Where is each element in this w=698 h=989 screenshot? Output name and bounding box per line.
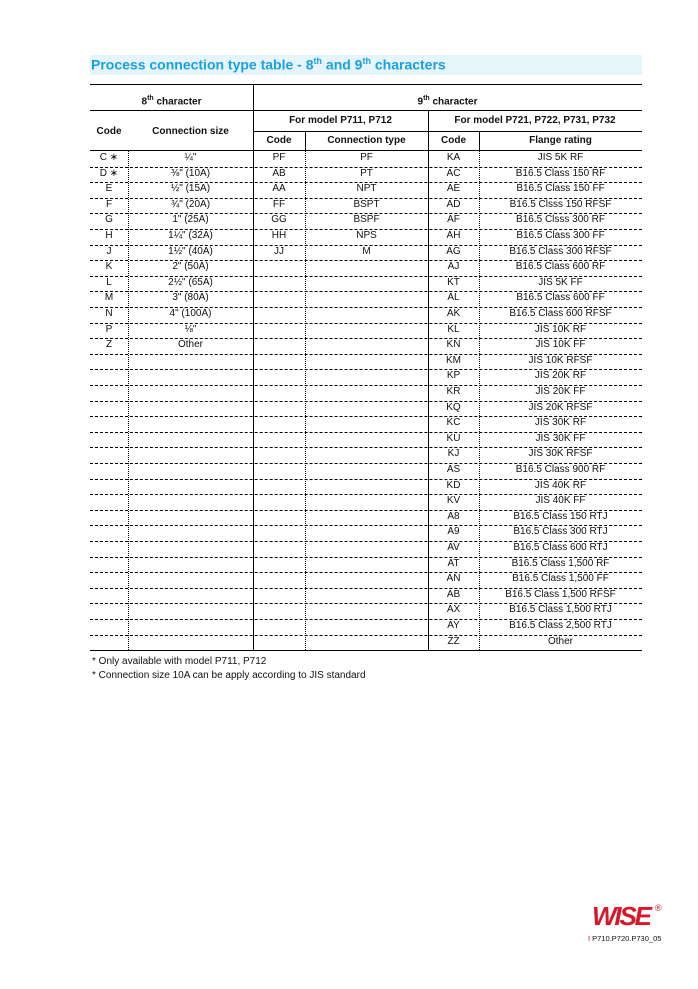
header-rule-3: [90, 150, 642, 151]
ninth-character-header: 9th character: [417, 95, 478, 108]
code-b-header: Code: [266, 135, 292, 146]
column-divider-header-c: [479, 131, 480, 150]
row-code-c: AT: [447, 557, 460, 569]
row-flange-rating: B16.5 Class 150 FF: [516, 183, 605, 195]
row-code-b: FF: [272, 198, 286, 210]
connection-size-header: Connection size: [152, 126, 229, 137]
footnote-1: * Only available with model P711, P712: [92, 656, 267, 667]
row-code-b: AA: [272, 183, 286, 195]
row-code-c: KU: [446, 432, 461, 444]
row-flange-rating: B16.5 Class 600 RFSF: [509, 308, 612, 319]
row-code-c: AN: [446, 573, 461, 585]
row-connection-size: ⅛": [184, 323, 197, 335]
row-flange-rating: Other: [547, 635, 573, 647]
row-code-c: ZZ: [447, 635, 460, 647]
row-code-c: KJ: [447, 448, 460, 460]
row-flange-rating: B16.5 Class 150 RTJ: [513, 510, 608, 522]
row-connection-size: 1" (25A): [172, 214, 209, 226]
row-code: J: [106, 245, 112, 257]
row-connection-size: ⅜" (10A): [170, 167, 211, 179]
footnote-2: * Connection size 10A can be apply according to JIS standard: [92, 670, 366, 681]
row-code-c: A8: [447, 510, 460, 522]
model-group-2-header: For model P721, P722, P731, P732: [454, 115, 616, 126]
row-code-c: AK: [446, 308, 461, 319]
row-flange-rating: JIS 5K RF: [537, 152, 584, 163]
row-code-c: AX: [446, 604, 461, 616]
row-code: L: [106, 276, 112, 288]
row-flange-rating: JIS 10K RF: [534, 323, 587, 335]
row-code-b: AB: [272, 167, 286, 179]
row-code: C ∗: [99, 152, 119, 163]
row-code-c: KL: [447, 323, 460, 335]
logo-text: WISE: [592, 902, 652, 930]
row-code-c: AL: [447, 292, 460, 304]
row-code-c: AC: [446, 167, 461, 179]
row-connection-type: NPT: [356, 183, 377, 195]
row-flange-rating: B16.5 Class 1,500 RF: [511, 557, 610, 569]
row-connection-type: PF: [360, 152, 373, 163]
wise-logo: [592, 902, 664, 935]
row-connection-type: NPS: [356, 230, 377, 241]
row-code-c: AG: [446, 245, 461, 257]
row-flange-rating: JIS 40K RF: [534, 479, 587, 491]
row-flange-rating: B16.5 Class 300 RTJ: [513, 526, 608, 538]
row-code-c: KQ: [446, 401, 461, 413]
row-connection-size: 4" (100A): [169, 308, 212, 319]
row-connection-size: ½" (15A): [170, 183, 211, 195]
row-code-c: AF: [447, 214, 460, 226]
row-connection-size: ¼": [184, 152, 197, 163]
row-connection-size: ¾" (20A): [170, 198, 211, 210]
row-code-c: AE: [446, 183, 461, 195]
row-code: D ∗: [99, 167, 119, 179]
row-code: M: [104, 292, 114, 304]
row-flange-rating: JIS 30K RF: [534, 417, 587, 429]
row-code-b: JJ: [274, 245, 284, 257]
row-flange-rating: JIS 30K RFSF: [528, 448, 593, 460]
header-rule-1: [90, 110, 642, 111]
row-connection-type: M: [362, 245, 371, 257]
row-flange-rating: B16.5 Class 1,500 RTJ: [509, 604, 612, 616]
row-connection-type: PT: [360, 167, 373, 179]
row-code-c: KP: [446, 370, 461, 382]
eighth-character-header: 8th character: [141, 95, 202, 108]
flange-rating-header: Flange rating: [529, 135, 592, 146]
doc-id-text: P710.P720.P730_05: [590, 934, 662, 943]
row-code-c: AH: [446, 230, 461, 241]
page-title: Process connection type table - 8th and 9th characters: [91, 56, 446, 73]
row-flange-rating: B16.5 Class 600 RTJ: [513, 542, 608, 553]
row-connection-size: 2" (50A): [172, 261, 209, 273]
row-flange-rating: B16.5 Class 1,500 RFSF: [505, 588, 616, 600]
doc-id-bar: I: [588, 934, 591, 943]
row-flange-rating: JIS 5K FF: [538, 276, 583, 288]
row-code-c: AJ: [447, 261, 460, 273]
row-code: G: [105, 214, 113, 226]
row-flange-rating: B16.5 Class 300 FF: [516, 230, 605, 241]
row-code: P: [105, 323, 113, 335]
connection-type-header: Connection type: [327, 135, 406, 146]
row-code-c: AB: [446, 588, 461, 600]
row-code: E: [105, 183, 113, 195]
row-code-c: AS: [446, 464, 461, 475]
row-flange-rating: B16.5 Class 150 RF: [515, 167, 606, 179]
row-flange-rating: JIS 40K FF: [535, 495, 586, 507]
row-flange-rating: B16.5 Class 600 RF: [515, 261, 606, 273]
row-connection-size: 1¼" (32A): [168, 230, 213, 241]
row-code-b: PF: [272, 152, 286, 163]
row-connection-size: 1½" (40A): [168, 245, 213, 257]
header-rule-2: [253, 131, 642, 132]
row-flange-rating: JIS 20K RF: [534, 370, 587, 382]
row-code-c: KT: [447, 276, 460, 288]
row-flange-rating: JIS 20K RFSF: [528, 401, 593, 413]
table-bottom-rule: [90, 650, 642, 651]
model-group-1-header: For model P711, P712: [289, 115, 392, 126]
row-connection-size: Other: [177, 339, 203, 351]
row-code-c: KD: [446, 479, 461, 491]
row-code-c: KN: [446, 339, 461, 351]
row-connection-size: 2½" (65A): [168, 276, 213, 288]
row-flange-rating: B16.5 Class 1,500 FF: [512, 573, 609, 585]
row-code-c: KV: [446, 495, 461, 507]
row-code-c: KM: [446, 354, 461, 366]
row-code-b: GG: [271, 214, 287, 226]
row-code-c: AD: [446, 198, 461, 210]
row-flange-rating: B16.5 Clsss 150 RFSF: [509, 198, 612, 210]
column-divider-header-b: [305, 131, 306, 150]
row-flange-rating: JIS 30K FF: [535, 432, 586, 444]
table-top-rule: [90, 84, 642, 85]
row-code: Z: [105, 339, 113, 351]
row-code: K: [105, 261, 113, 273]
code-c-header: Code: [441, 135, 466, 146]
row-code-c: KC: [446, 417, 461, 429]
row-flange-rating: B16.5 Class 600 FF: [516, 292, 605, 304]
row-code: H: [105, 230, 113, 241]
row-code-c: AV: [447, 542, 460, 553]
wise-logo-mark: [592, 902, 664, 930]
row-code-b: HH: [271, 230, 287, 241]
row-code-c: A9: [447, 526, 460, 538]
row-connection-size: 3" (80A): [172, 292, 209, 304]
registered-mark: ®: [655, 903, 662, 913]
row-connection-type: BSPT: [353, 198, 380, 210]
row-flange-rating: B16.5 Clsss 300 RF: [516, 214, 605, 226]
row-flange-rating: B16.5 Class 300 RFSF: [509, 245, 612, 257]
row-flange-rating: JIS 10K RFSF: [528, 354, 593, 366]
row-code-c: KA: [446, 152, 461, 163]
row-flange-rating: B16.5 Class 900 RF: [515, 464, 606, 475]
document-id: [588, 934, 661, 943]
row-code-c: KR: [446, 386, 461, 397]
row-flange-rating: JIS 10K FF: [535, 339, 586, 351]
row-flange-rating: B16.5 Class 2,500 RTJ: [509, 620, 612, 631]
row-flange-rating: JIS 20K FF: [535, 386, 586, 397]
footnotes: [92, 655, 366, 683]
row-connection-type: BSPF: [353, 214, 380, 226]
row-code-c: AY: [447, 620, 460, 631]
row-code: F: [105, 198, 113, 210]
row-code: N: [105, 308, 113, 319]
code-header: Code: [96, 126, 122, 137]
